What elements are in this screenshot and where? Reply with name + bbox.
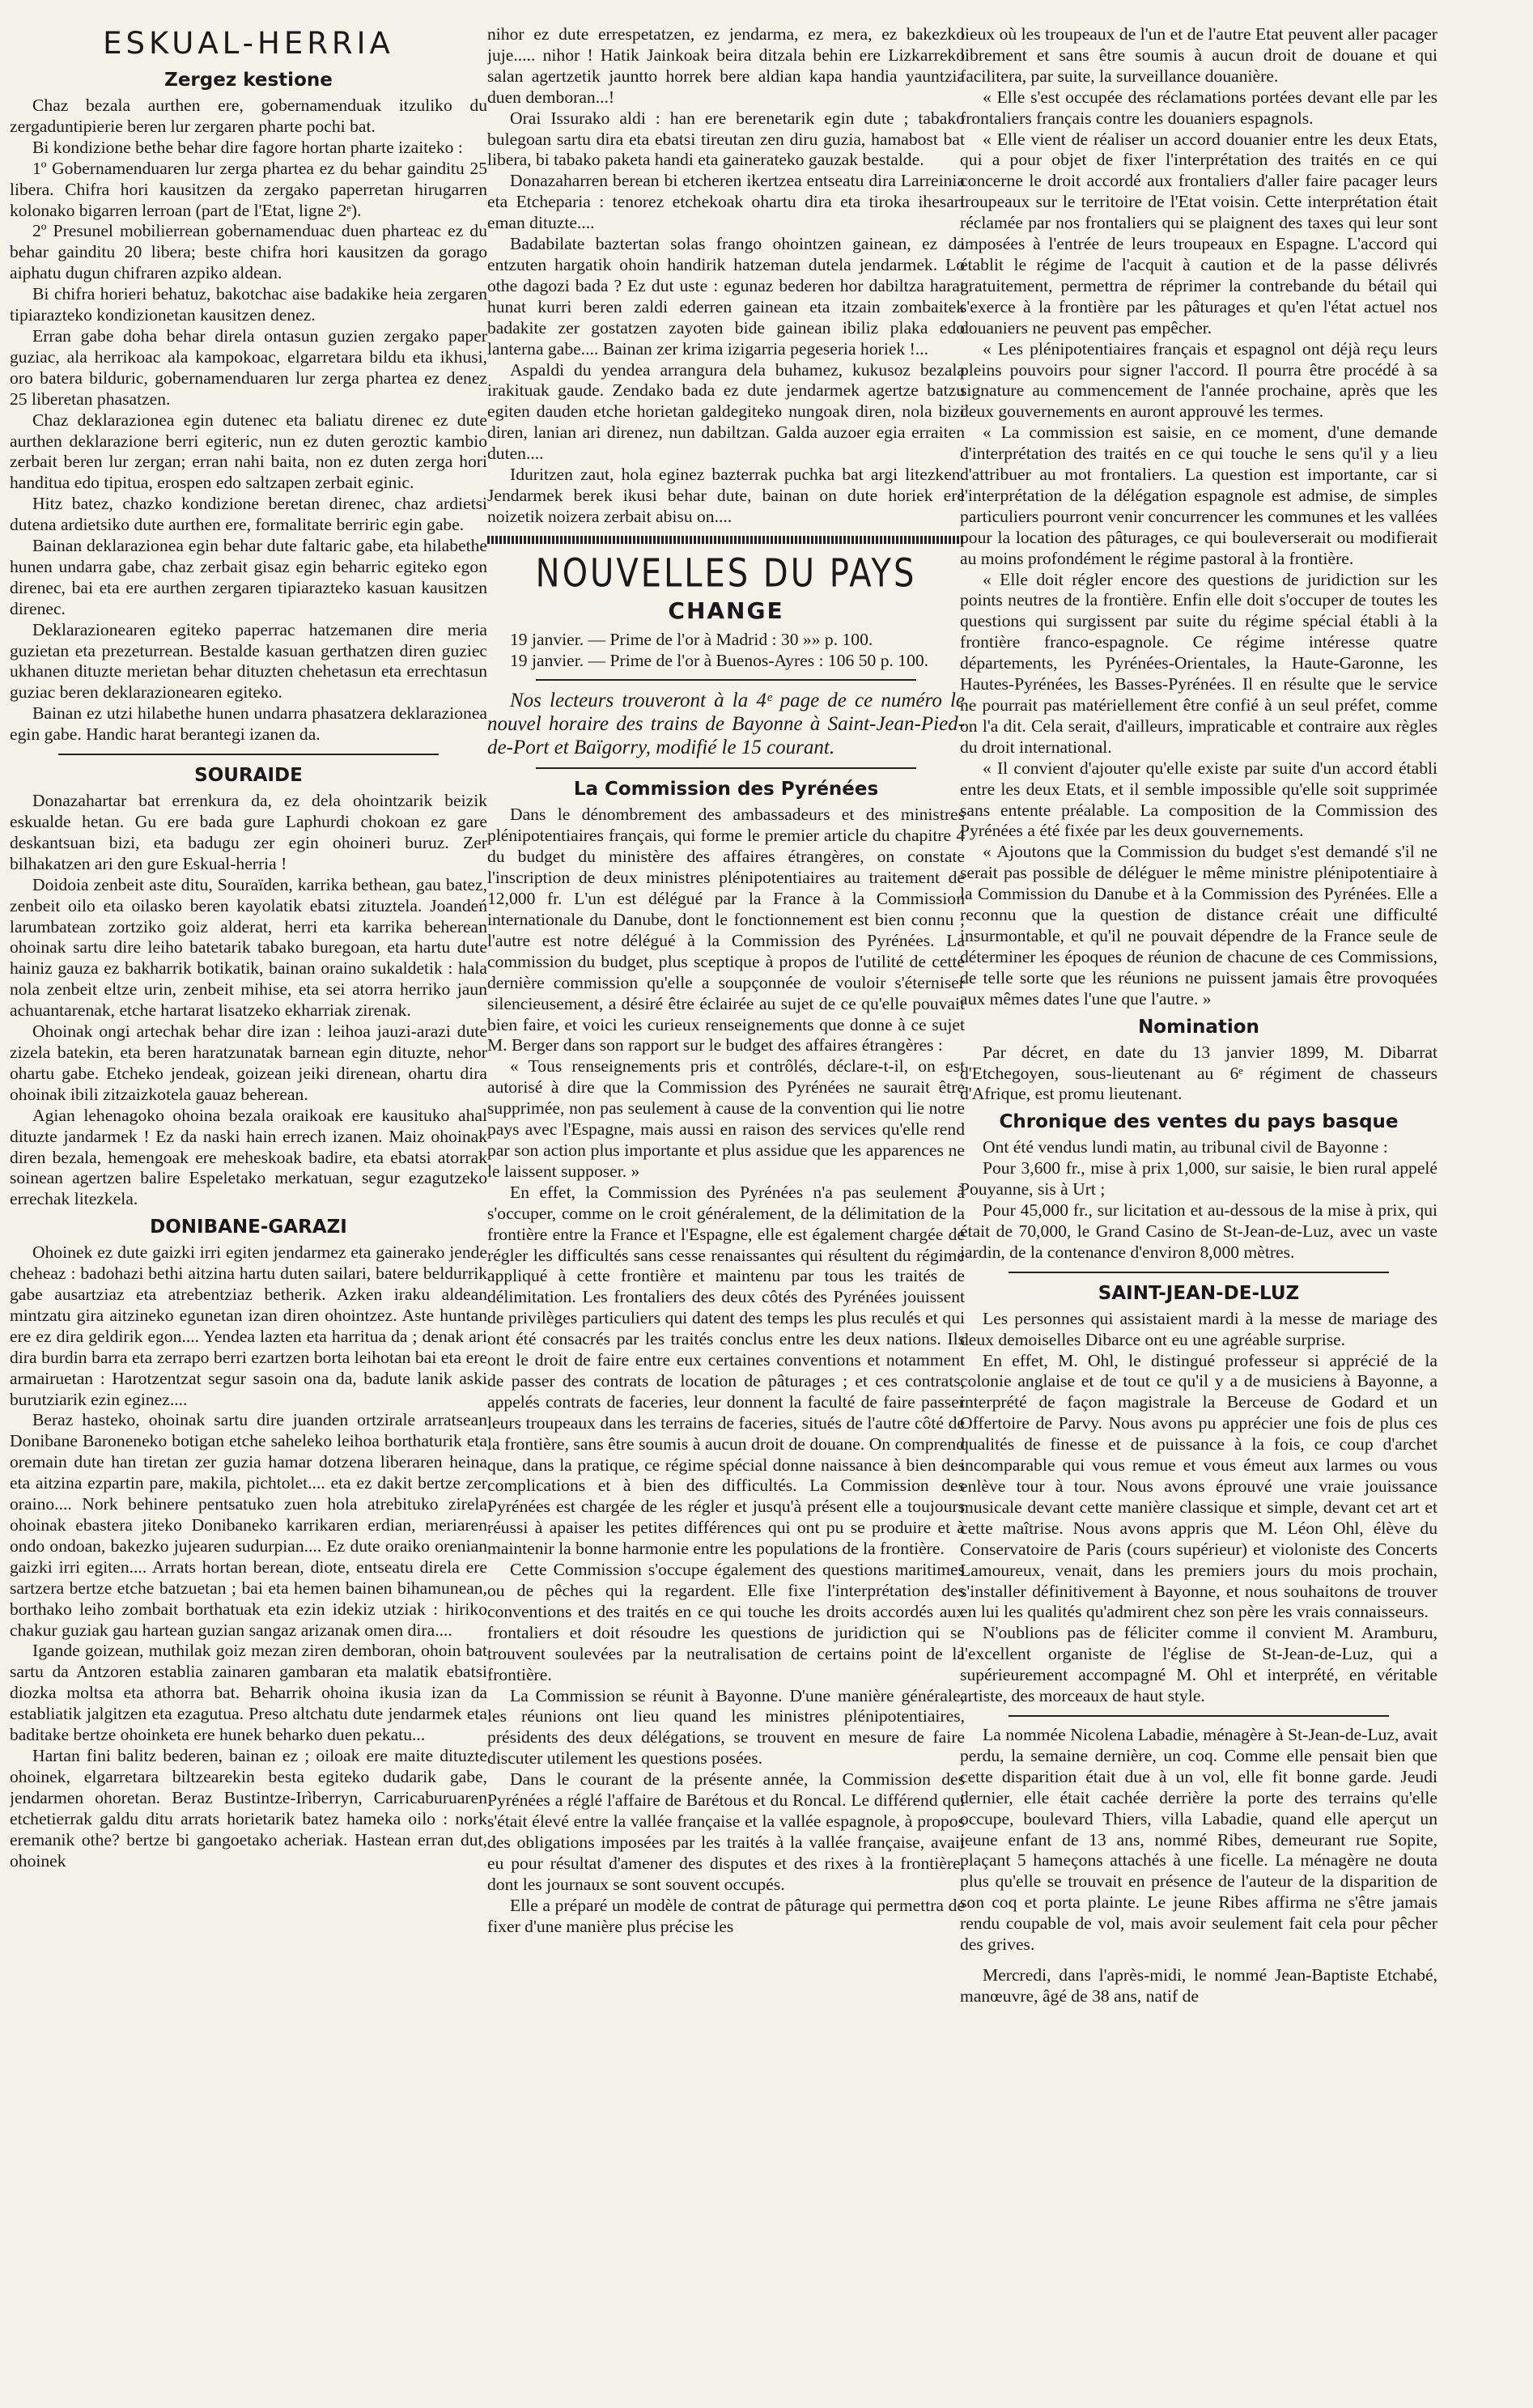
paragraph: Beraz hasteko, ohoinak sartu dire juanden ortzirale arratsean Donibane Baroneneko botigan etche saheleko leihoa borthaturik eta oremain dute han tiretan zer guzia hamar dotzena liberaren heina eta aitzina ezpartin pare, makila, pichtolet.... eta ez dakit bertze zer oraino.... Nork behinere pentsatuko zuen hola atrebituko zirela ohoinak ebastera jiteko Donibaneko karrikaren erdian, meriaren ondo ondoan, bakezko jujearen sudurpian.... Ez dute oraiko orenian gaizki irri egiten.... Arrats hortan berean, diote, entseatu direla ere sartzera bertze etche batzuetan ; bai eta hemen bainen bihamunean, borthako leiho zombait borthatuak eta ezin idekiz utziak : hiriko chakur guziak gau hartean guzian sangaz arizanak omen dira....: [10, 1410, 487, 1640]
divider: [536, 767, 916, 769]
paragraph: La Commission se réunit à Bayonne. D'une manière générale, les réunions ont lieu quand les ministres plénipotentiaires, présidents des deux délégations, se trouvent en mesure de faire discuter utilement les questions posées.: [487, 1685, 965, 1769]
article-title-chronique: Chronique des ventes du pays basque: [999, 1111, 1399, 1133]
paragraph: Ohoinak ongi artechak behar dire izan : leihoa jauzi-arazi dute zizela batekin, eta beren haratzunatak barnean egin dituzte, nehor ohartu gabe. Etcheko jendeak, goizean jeiki direnean, ohartu dira ohoinak ibili zitzaizkotela gauaz beherean.: [10, 1021, 487, 1104]
italic-note: Nos lecteurs trouveront à la 4ᵉ page de ce numéro le nouvel horaire des trains de Bayonne à Saint-Jean-Pied-de-Port et Baïgorry, modifié le 15 courant.: [487, 690, 965, 759]
paragraph: Hartan fini balitz bederen, bainan ez ; oiloak ere maite dituzte ohoinek, elgarretara biltzearekin besta egiteko dudarik gabe, jendarmen ohoretan. Beraz Bustintze-Irìberryn, Carricaburuaren etchetierrak galdu ditu arrats horietarik batez hameka oilo : nork eremanik othe? bertze bi gangoetako acheriak. Hastean erran dut, ohoinek: [10, 1745, 487, 1871]
divider: [536, 679, 916, 681]
column-3: [960, 24, 1437, 2408]
paragraph: Igande goizean, muthilak goiz mezan ziren demboran, ohoin bat sartu da Antzoren establia zainaren gambaran eta malatik ebatsi diozka moltsa eta athorra bat. Beharrik ohoina ikusia izan da establiatik jalgitzen eta ezagutua. Preso altchatu dute jendarmek eta baditake bertze ohoinketa ere hunek beharko duen pekatu...: [10, 1641, 487, 1745]
paragraph: « Elle s'est occupée des réclamations portées devant elle par les frontaliers français contre les douaniers espagnols.: [960, 87, 1437, 128]
section-title-nouvelles: NOUVELLES DU PAYS: [535, 551, 917, 597]
paragraph: nihor ez dute errespetatzen, ez jendarma, ez mera, ez bakezko juje..... nihor ! Hatik Jainkoak beira ditzala behin ere Lizkarreko salan agertzetik jauntto horrek bere aldian kapa handia yauntzia duen demboran...!: [487, 24, 965, 107]
article-title-stjean: SAINT-JEAN-DE-LUZ: [1098, 1282, 1300, 1304]
paragraph: Chaz deklarazionea egin dutenec eta baliatu direnec ez dute aurthen deklarazione berri egiteric, nun ez duten geroztic kambio zerbait beren lur zergan; erran nahi baita, non ez duten zerga hori handitua edo tipitua, erospen edo saltzapen zerbait eginic.: [10, 410, 487, 493]
paragraph: « Les plénipotentiaires français et espagnol ont déjà reçu leurs pleins pouvoirs pour signer l'accord. Il pourra être procédé à sa signature au commencement de l'année prochaine, après que les deux gouvernements en auront approuvé les termes.: [960, 338, 1437, 422]
column-1: [10, 24, 487, 2408]
article-title-nomination: Nomination: [1138, 1016, 1259, 1038]
paragraph: Elle a préparé un modèle de contrat de pâturage qui permettra de fixer d'une manière plus précise les: [487, 1895, 965, 1936]
paragraph: 19 janvier. — Prime de l'or à Buenos-Ayres : 106 50 p. 100.: [510, 650, 929, 670]
paragraph: Deklarazionearen egiteko paperrac hatzemanen dire meria guzietan eta prezeturrean. Bestalde kasuan gerthatzen diren guziec ukhanen dituzte merietan behar dituzten chehetasun eta errechtasun guziac beren deklarazionearen egiteko.: [10, 619, 487, 703]
paragraph: Par décret, en date du 13 janvier 1899, M. Dibarrat d'Etchegoyen, sous-lieutenant au 6ᵉ régiment de chasseurs d'Afrique, est promu lieutenant.: [960, 1042, 1437, 1104]
article-title-zergez: Zergez kestione: [164, 70, 333, 91]
paragraph: Pour 45,000 fr., sur licitation et au-dessous de la mise à prix, qui était de 70,000, le Grand Casino de St-Jean-de-Luz, avec un vaste jardin, de la contenance d'environ 8,000 mètres.: [960, 1200, 1437, 1262]
paragraph: Orai Issurako aldi : han ere berenetarik egin dute ; tabako bulegoan sartu dira eta ebatsi tireutan zen diru guzia, hamabost bat libera, bi tabako paketa handi eta gainerateko gauzak bestalde.: [487, 108, 965, 170]
divider: [1009, 1715, 1389, 1717]
article-title-donibane: DONIBANE-GARAZI: [150, 1217, 347, 1238]
paragraph: Badabilate baztertan solas frango ohointzen gainean, ez da entzuten hargatik ohoin handirik hatzeman dutela jendarmek. Lo othe dagozi bada ? Ez dut uste : egunaz bederen hor dabiltza harat hunat kurri beren zaldi ederren gainean eta itzain zombaitek badakite zer gostatzen zayoten bide gainean ibiliz plaka edo lanterna gabe.... Bainan zer krima izigarria pegeseria horiek !...: [487, 234, 965, 359]
paragraph: « Elle vient de réaliser un accord douanier entre les deux Etats, qui a pour objet de fixer l'interprétation des traités en ce qui concerne le droit accordé aux frontaliers d'aller faire pacager leurs troupeaux sur le territoire de l'Etat voisin. Cette interprétation était réclamée par nos frontaliers qui se plaignent des taxes qui leur sont imposées à l'entrée de leurs troupeaux en Espagne. L'accord qui établit le régime de l'acquit à caution et de la passe délivrés gratuitement, permettra de réprimer la contrebande du bétail qui s'exerce à la frontière par les pâturages et qu'en l'état actuel nos douaniers ne peuvent pas empêcher.: [960, 129, 1437, 338]
paragraph: lieux où les troupeaux de l'un et de l'autre Etat peuvent aller pacager librement et sans être soumis à aucun droit de douane et qui facilitera, par suite, la surveillance douanière.: [960, 24, 1437, 86]
paragraph: Les personnes qui assistaient mardi à la messe de mariage des deux demoiselles Dibarce ont eu une agréable surprise.: [960, 1308, 1437, 1349]
column-2: [487, 24, 965, 2408]
masthead: ESKUAL-HERRIA: [103, 26, 394, 61]
paragraph: N'oublions pas de féliciter comme il convient M. Aramburu, l'excellent organiste de l'église de St-Jean-de-Luz, qui a supérieurement accompagné M. Ohl et interprété, en véritable artiste, des morceaux de haut style.: [960, 1623, 1437, 1706]
article-title-commission: La Commission des Pyrénées: [573, 779, 879, 801]
paragraph: Mercredi, dans l'après-midi, le nommé Jean-Baptiste Etchabé, manœuvre, âgé de 38 ans, natif de: [960, 1964, 1437, 2006]
paragraph: En effet, M. Ohl, le distingué professeur si apprécié de la colonie anglaise et de tout ce qu'il y a de musiciens à Bayonne, a interprété de façon magistrale la Berceuse de Godard et un Offertoire de Parvy. Nous avons pu apprécier une fois de plus ces qualités de finesse et de puissance à la fois, ce coup d'archet incomparable qui vous remue et vous émeut aux larmes ou vous enlève tour à tour. Nous avons éprouvé une vraie jouissance musicale devant cette manière classique et simple, devant cet art et cette maîtrise. Nous avons appris que M. Léon Ohl, élève du Conservatoire de Paris (cours supérieur) et violoniste des Concerts Lamoureux, venait, dans les premiers jours du mois prochain, s'installer définitivement à Bayonne, et nous souhaitons de trouver en lui les qualités qu'admirent chez son père les vrais connaisseurs.: [960, 1350, 1437, 1622]
paragraph: Iduritzen zaut, hola eginez bazterrak puchka bat argi litezken. Jendarmek berek ikusi behar dute, bainan on dute horiek ere noizetik noizera zerbait abisu on....: [487, 465, 965, 526]
article-title-change: CHANGE: [668, 597, 784, 624]
paragraph: En effet, la Commission des Pyrénées n'a pas seulement à s'occuper, comme on le croit généralement, de la délimitation de la frontière entre la France et l'Espagne, elle est également chargée de régler les difficultés sans cesse renaissantes qui résultent du régime appliqué à cette frontière et maintenu par tous les traités de délimitation. Les frontaliers des deux côtés des Pyrénées jouissent de privilèges particuliers qui datent des temps les plus reculés et qui ont été consacrés par les traités conclus entre les deux nations. Ils ont le droit de faire entre eux certaines conventions et notamment de passer des contrats de location de pâturages ; et ces contrats, appelés contrats de faceries, leur donnent la faculté de faire passer leurs troupeaux dans les terrains de faceries, situés de l'autre côté de la frontière, sans être soumis à aucun droit de douane. On comprend que, dans la pratique, ce régime spécial donne naissance à bien des complications et à bien des difficultés. La Commission des Pyrénées est chargée de les régler et jusqu'à présent elle a toujours réussi à apaiser les petites différences qui ont pu se produire et à maintenir la bonne harmonie entre les populations de la frontière.: [487, 1182, 965, 1559]
paragraph: Dans le courant de la présente année, la Commission des Pyrénées a réglé l'affaire de Barétous et du Roncal. Le différend qui s'était élevé entre la vallée française et la vallée espagnole, à propos des obligations imposées par les traités à la vallée française, avait eu pour résultat d'amener des disputes et des rixes à la frontière, dont les journaux se sont souvent occupés.: [487, 1769, 965, 1894]
paragraph: Bainan deklarazionea egin behar dute faltaric gabe, eta hilabethe hunen undarra gabe, chaz zerbait gisaz egin beharric egiteko egon direnec, bai eta ere aurthen zergaren tipiarazteko kasuan kausitzen direnec.: [10, 536, 487, 618]
paragraph: Bi kondizione bethe behar dire fagore hortan pharte izaiteko :: [32, 137, 463, 157]
paragraph: Bi chifra horieri behatuz, bakotchac aise badakike heia zergaren tipiarazteko kondizionetan kausitzen denez.: [10, 284, 487, 325]
divider: [58, 754, 439, 755]
paragraph: Donazaharren berean bi etcheren ikertzea entseatu dira Larreinia eta Etcheparia : tenorez etchekoak ohartu dira eta tiroka ihesari eman dituzte....: [487, 171, 965, 233]
paragraph: Ont été vendus lundi matin, au tribunal civil de Bayonne :: [983, 1137, 1388, 1157]
paragraph: Erran gabe doha behar direla ontasun guzien zergako paper guziac, ala herrikoac ala kampokoac, elgarretara bildu eta ikhusi, oro batera bilduric, gobernamenduaren lur zerga phartea ez denez 25 liberetan phasatzen.: [10, 325, 487, 409]
paragraph: Pour 3,600 fr., mise à prix 1,000, sur saisie, le bien rural appelé Pouyanne, sis à Urt ;: [960, 1158, 1437, 1200]
paragraph: Donazahartar bat errenkura da, ez dela ohointzarik beizik eskualde hetan. Gu ere bada gure Laphurdi chokoan ez gare deskantsuan bizi, eta badugu zer egin ohoineri buruz. Zer bilhakatzen ari den gure Eskual-herria !: [10, 791, 487, 873]
paragraph: Dans le dénombrement des ambassadeurs et des ministres plénipotentiaires français, qui forme le premier article du chapitre 4 du budget du ministère des affaires étrangères, on constate l'inscription de deux ministres plénipotentiaires au traitement de 12,000 fr. L'un est délégué par la France à la Commission internationale du Danube, dont le fonctionnement est bien connu ; l'autre est notre délégué à la Commission des Pyrénées. La commission du budget, plus sceptique à propos de l'utilité de cette dernière commission qu'elle a soupçonnée de vouloir s'éterniser silencieusement, a désiré être éclairée au sujet de ce qu'elle pouvait bien faire, et voici les curieux renseignements que donne à ce sujet M. Berger dans son rapport sur le budget des affaires étrangères :: [487, 805, 965, 1055]
paragraph: Ohoinek ez dute gaizki irri egiten jendarmez eta gainerako jende cheheaz : badohazi bethi aitzina hartu duten sailari, batere beldurrik gabe ausartziaz eta atrebentziaz betherik. Azken iraku aldean mintzatu gira aitzineko egunetan izan diren ohointzez. Aste huntan ere ez dira geldirik egon.... Yendea lazten eta harritua da ; denak ari dira burdin barra eta zerrapo berri ezartzen borta leihotan bai eta ere armairuetan : Harotzentzat segur sasoin ona da, badute lanik aski burutziarik ezin eginez....: [10, 1242, 487, 1409]
paragraph: « La commission est saisie, en ce moment, d'une demande d'interprétation des traités en ce qui touche le sens qu'il y a lieu d'attribuer au mot frontaliers. La question est importante, car si l'interprétation de la délégation espagnole est admise, de simples particuliers pourront venir concurrencer les communes et les vallées pour la location des pâturages, ce qui bouleverserait ou modifierait au moins profondément le régime pastoral à la frontière.: [960, 423, 1437, 568]
paragraph: « Ajoutons que la Commission du budget s'est demandé s'il ne serait pas possible de déléguer le même ministre plénipotentiaire à la Commission du Danube et à la Commission des Pyrénées. Elle a reconnu que la question de distance créait une difficulté insurmontable, et qu'il ne pouvait dépendre de la France seule de déterminer les époques de réunion de chacune de ces Commissions, de telle sorte que les réunions ne puissent jamais être provoquées aux mêmes dates l'une que l'autre. »: [960, 842, 1437, 1009]
paragraph: « Elle doit régler encore des questions de juridiction sur les points neutres de la frontière. Enfin elle doit s'occuper de toutes les questions qui surgissent par suite du régime spécial établi à la frontière franco-espagnole. Ce régime intéresse quatre départements, les Pyrénées-Orientales, la Haute-Garonne, les Hautes-Pyrénées, les Basses-Pyrénées. Il en résulte que le service ne pourrait pas matériellement être confié à un seul préfet, comme on l'a dit. Cela serait, d'ailleurs, impraticable et contraire aux règles du droit international.: [960, 569, 1437, 757]
section-band: [487, 536, 965, 544]
paragraph: « Tous renseignements pris et contrôlés, déclare-t-il, on est autorisé à dire que la Commission des Pyrénées ne saurait être supprimée, non pas seulement à cause de la convention qui lie notre pays avec l'Espagne, mais aussi en raison des services qu'elle rend par son action plus importante et plus assidue que les apparences ne le laissent supposer. »: [487, 1056, 965, 1181]
paragraph: Agian lehenagoko ohoina bezala oraikoak ere kausituko ahal dituzte jandarmek ! Ez da naski hain errech izanen. Maiz ohoinak diren bezala, hemengoak ere meheskoak badire, eta ebatsi atorrak soinean agertzen balire Espeletako merkatuan, segur ezagutzeko errechak litezkela.: [10, 1105, 487, 1209]
paragraph: Aspaldi du yendea arrangura dela buhamez, kukusoz bezala irakituak gaude. Zendako bada ez dute jendarmek agertze batzu egiten dauden etche horietan galdegiteko nungoak diren, nola bizi diren, lanian ari direnez, nun dabiltzan. Galda auzoer egia erraiten duten....: [487, 359, 965, 464]
paragraph: Cette Commission s'occupe également des questions maritimes ou de pêches qui la regardent. Elle fixe l'interprétation des conventions et des traités en ce qui touche les droits accordés aux frontaliers et doit résoudre les questions de juridiction qui se trouvent soulevées par la neutralisation de certains point de la frontière.: [487, 1560, 965, 1684]
article-title-souraide: SOURAIDE: [194, 765, 303, 787]
paragraph: Hitz batez, chazko kondizione beretan direnec, chaz ardietsi dutena ardietsiko dute aurthen ere, formalitate berriric egin gabe.: [10, 494, 487, 535]
divider: [1009, 1272, 1389, 1273]
paragraph: Chaz bezala aurthen ere, gobernamenduak itzuliko du zergaduntipierie beren lur zergaren pharte pochi bat.: [10, 96, 487, 136]
paragraph: Bainan ez utzi hilabethe hunen undarra phasatzera deklarazionea egin gabe. Handic harat berantegi izanen da.: [10, 703, 487, 745]
paragraph: Doidoia zenbeit aste ditu, Souraïden, karrika bethean, gau batez, zenbeit oilo eta oilasko beren kayolatik ebatsi zituztela. Joandeń larumbatean zortziko goiz alderat, herri eta karrika beherean ohoinak sartu dire leiho batetarik tabako buregoan, eta hartu dute hainiz gauza ez bakharrik botikatik, bainan oraino sukaldetik : hala nola zenbeit eltze urin, zenbeit mihise, eta sei atorra herriko jaun achuantarenak, etche hartarat lisatzeko ekharriak zirenak.: [10, 874, 487, 1021]
spacer: [960, 1956, 1437, 1965]
paragraph: « Il convient d'ajouter qu'elle existe par suite d'un accord établi entre les deux Etats, et il semble impossible qu'elle soit supprimée sans entente préalable. La composition de la Commission des Pyrénées a été fixée par les deux gouvernements.: [960, 758, 1437, 841]
paragraph: 19 janvier. — Prime de l'or à Madrid : 30 »» p. 100.: [510, 629, 873, 649]
paragraph: 1º Gobernamenduaren lur zerga phartea ez du behar gainditu 25 libera. Chifra hori kausitzen da zergako paperretan hirugarren kolonako bigarren lerroan (part de l'Etat, ligne 2ᵉ).: [10, 158, 487, 220]
paragraph: 2º Presunel mobilierrean gobernamenduac duen pharteac ez du behar gainditu 20 libera; beste chifra hori kausitzen da gorago aiphatu dugun chifraren azpiko aldean.: [10, 221, 487, 283]
paragraph: La nommée Nicolena Labadie, ménagère à St-Jean-de-Luz, avait perdu, la semaine dernière, un coq. Comme elle pensait bien que cette disparition était due à un vol, elle fit bonne garde. Jeudi dernier, elle était cachée derrière la porte des terrains qu'elle occupe, boulevard Thiers, villa Labadie, quand elle aperçut un jeune enfant de 13 ans, nommé Ribes, demeurant rue Sopite, plaçant 5 hameçons attachés à une ficelle. La ménagère ne douta plus qu'elle se trouvait en présence de l'auteur de la disparition de son coq et porta plainte. Le jeune Ribes affirma ne s'être jamais rendu coupable de vol, mais avoir seulement fait cela pour pêcher des grives.: [960, 1724, 1437, 1955]
